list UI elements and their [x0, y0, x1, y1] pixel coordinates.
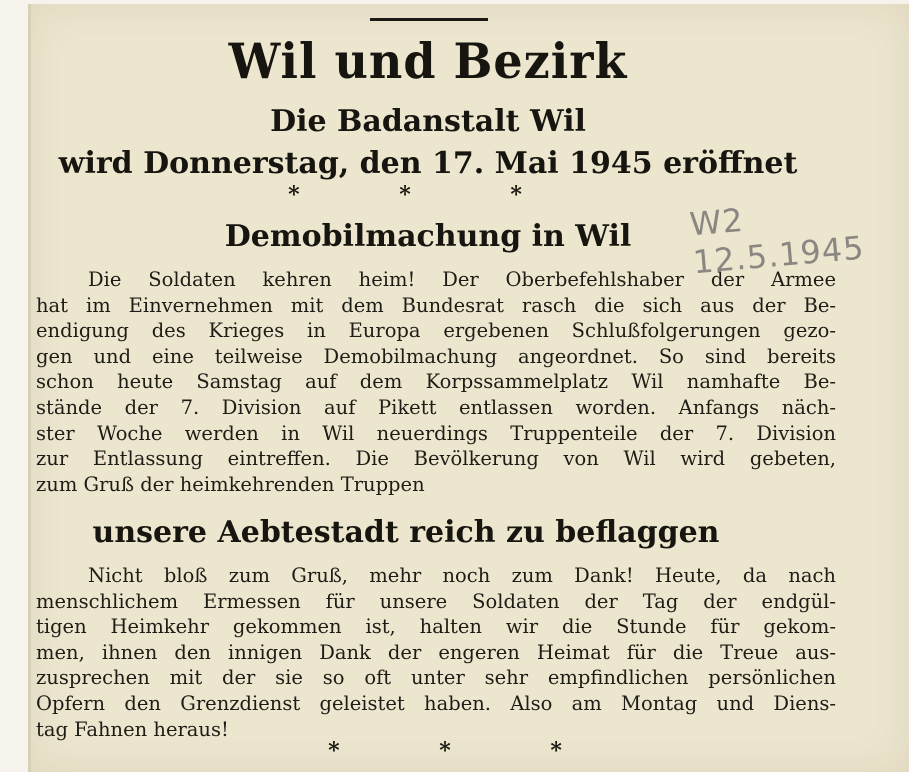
top-rule [370, 18, 488, 21]
section2-title: unsere Aebtestadt reich zu beflaggen [92, 515, 720, 550]
text-line: stände der 7. Division auf Pikett entlassen worden. Anfangs näch- [36, 395, 836, 419]
text-line: ster Woche werden in Wil neuerdings Truppenteile der 7. Division [36, 421, 836, 445]
text-line: menschlichem Ermessen für unsere Soldaten der Tag der endgül- [36, 589, 836, 613]
headline: Wil und Bezirk [228, 32, 628, 90]
newspaper-clipping [28, 4, 909, 772]
text-line: Nicht bloß zum Gruß, mehr noch zum Dank! Heute, da nach [88, 564, 836, 587]
text-line: tigen Heimkehr gekommen ist, halten wir die Stunde für gekom- [36, 615, 836, 639]
text-line: zum Gruß der heimkehrenden Truppen [36, 472, 425, 496]
subheadline: Die Badanstalt Wil [270, 104, 586, 139]
section1-paragraph [36, 267, 836, 497]
text-line: gen und eine teilweise Demobilmachung angeordnet. So sind bereits [36, 344, 836, 368]
text-line: zusprechen mit der sie so oft unter sehr empfindlichen persönlichen [36, 666, 836, 690]
text-line: hat im Einvernehmen mit dem Bundesrat rasch die sich aus der Be- [36, 293, 836, 317]
text-line: Die Soldaten kehren heim! Der Oberbefehlshaber der Armee [88, 268, 836, 291]
subheadline-date: wird Donnerstag, den 17. Mai 1945 eröffnet [58, 146, 798, 181]
text-line: men, ihnen den innigen Dank der engeren Heimat für die Treue aus- [36, 640, 836, 664]
separator-stars: * * * [288, 182, 568, 208]
text-line: endigung des Krieges in Europa ergebenen Schlußfolgerungen gezo- [36, 319, 836, 343]
section1-title: Demobilmachung in Wil [224, 219, 632, 254]
text-line: tag Fahnen heraus! [36, 717, 229, 741]
section2-paragraph [36, 563, 836, 742]
handwritten-note: W2 12.5.1945 [688, 200, 866, 282]
text-line: zur Entlassung eintreffen. Die Bevölkerung von Wil wird gebeten, [36, 447, 836, 471]
text-line: schon heute Samstag auf dem Korpssammelplatz Wil namhafte Be- [36, 370, 836, 394]
text-line: Opfern den Grenzdienst geleistet haben. Also am Montag und Diens- [36, 691, 836, 715]
closing-stars: * * * [328, 738, 608, 764]
